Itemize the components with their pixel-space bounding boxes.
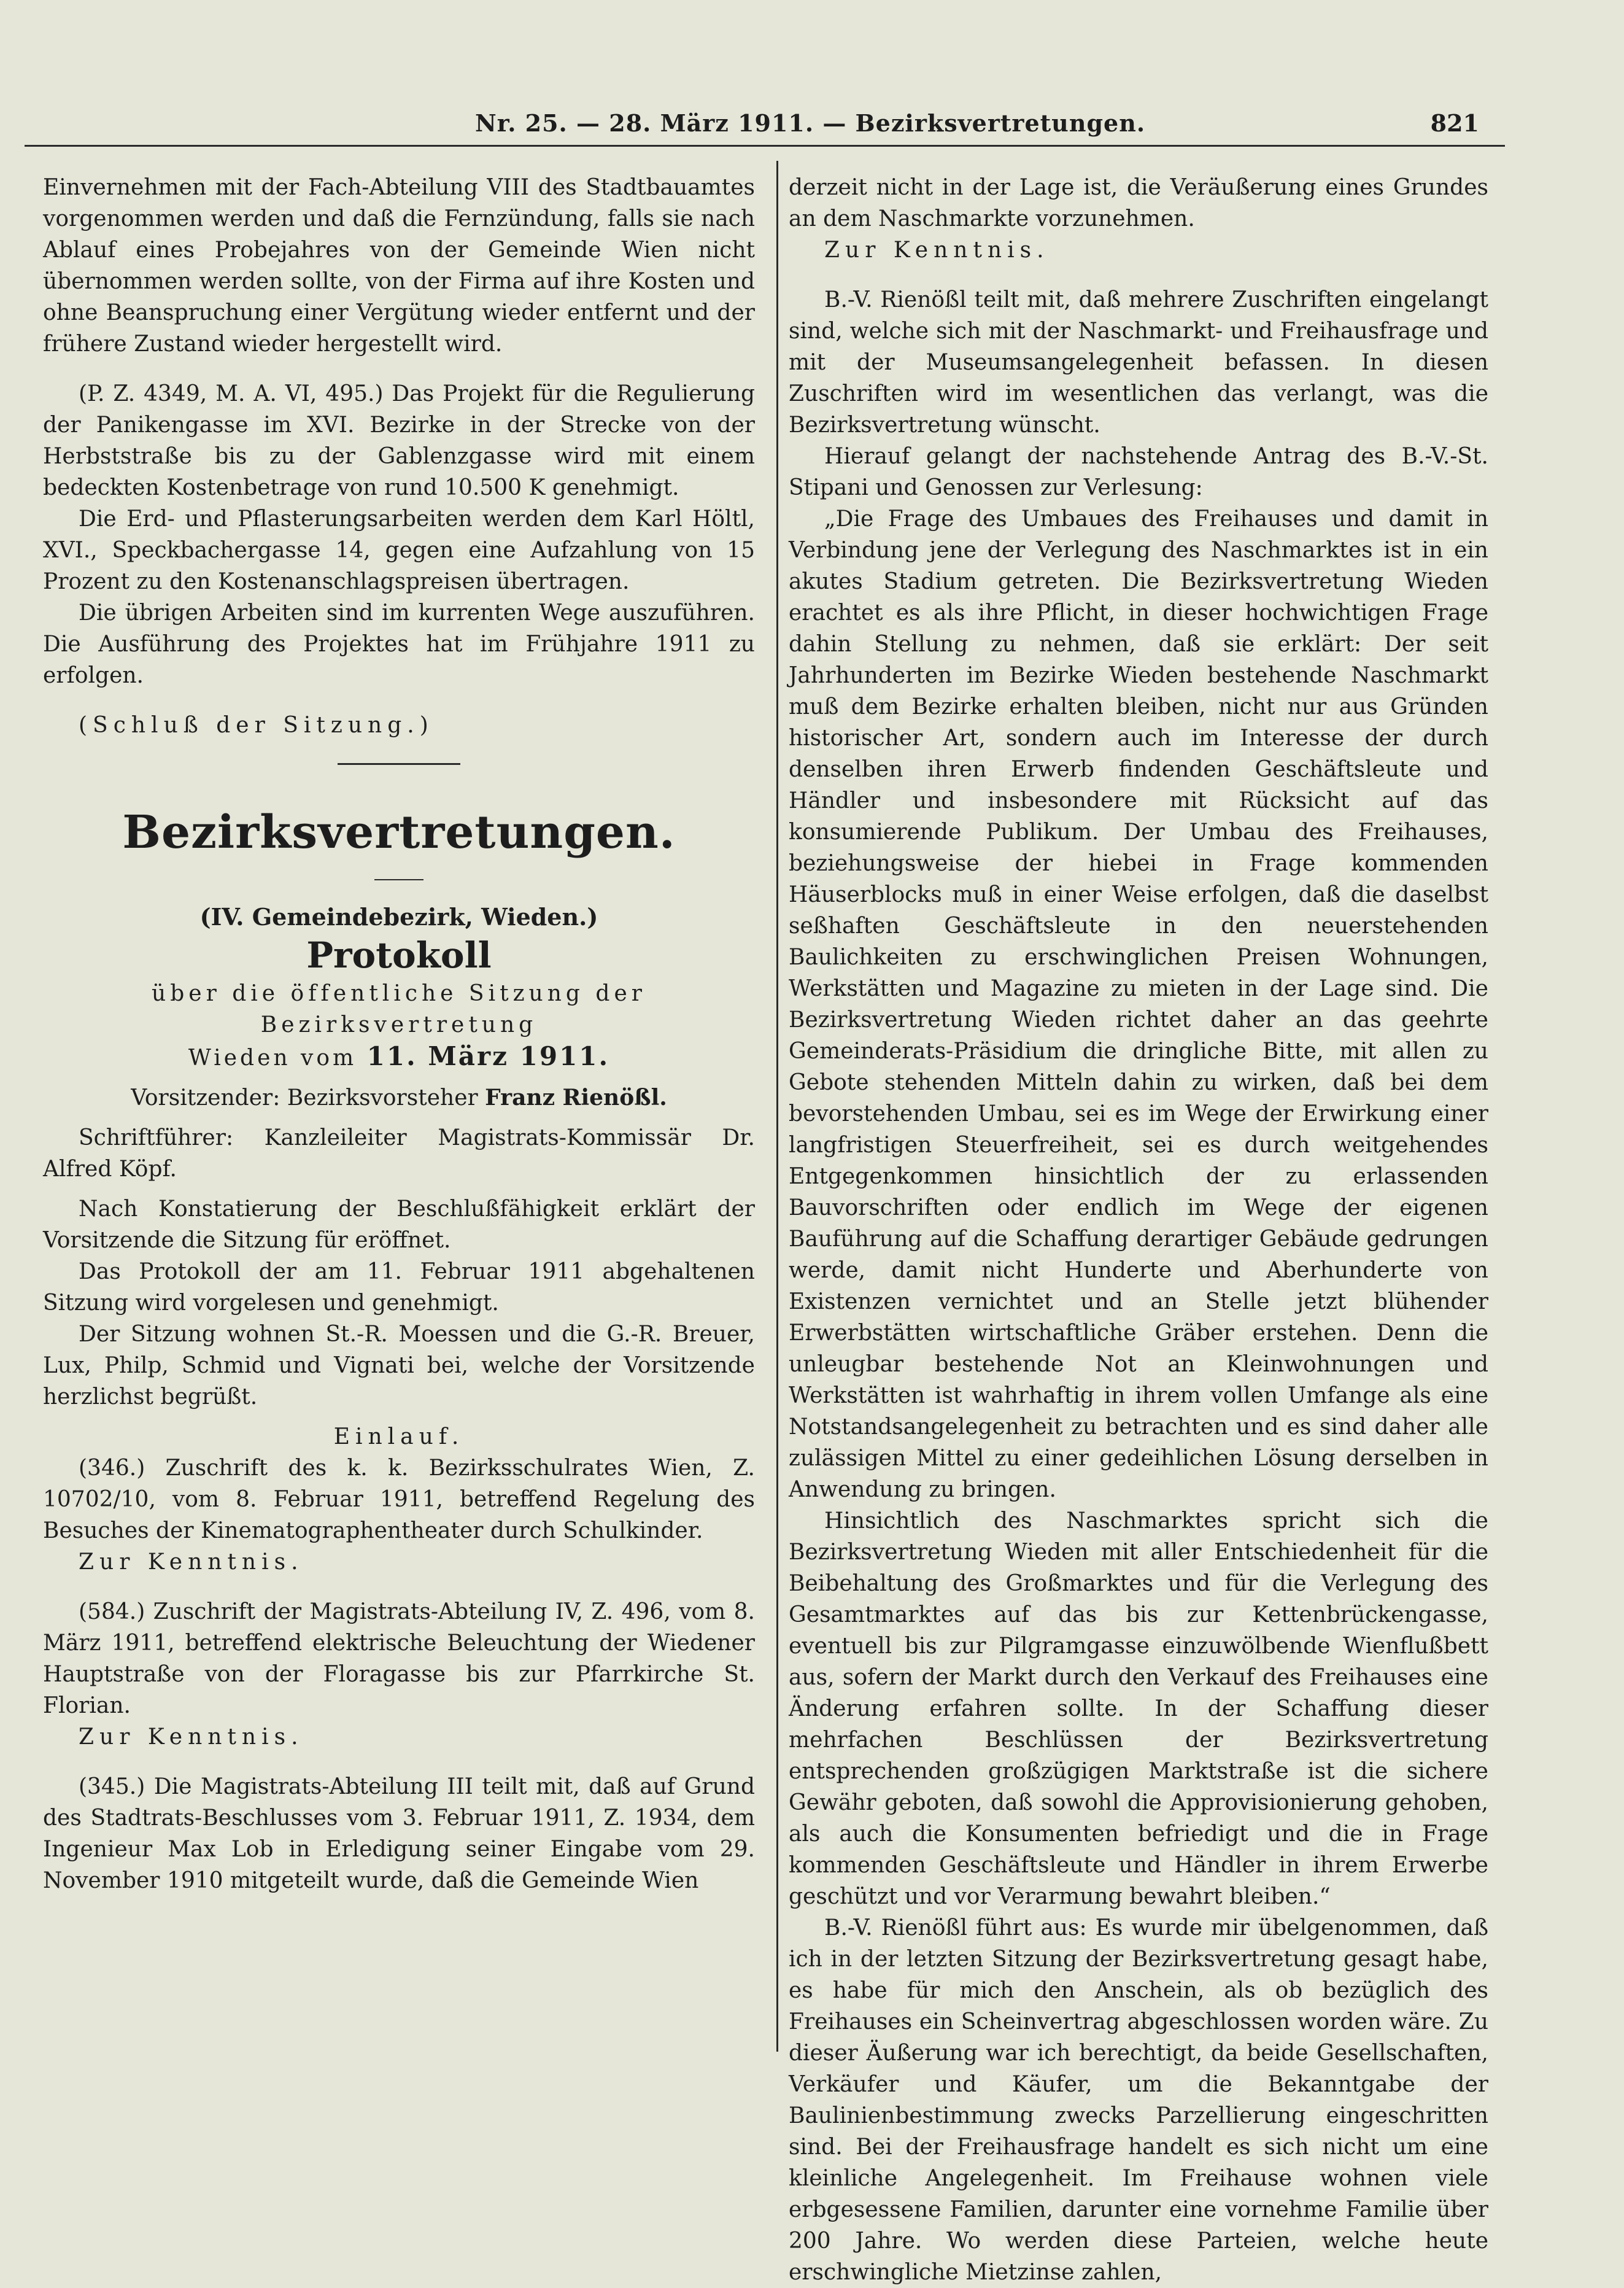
note-kenntnis-2: Zur Kenntnis.: [79, 1724, 304, 1750]
chair-label: Vorsitzender: Bezirksvorsteher: [131, 1085, 478, 1111]
opening-paragraph: Nach Konstatierung der Beschlußfähigkeit erklärt der Vorsitzende die Sitzung für eröffnet.: [43, 1196, 755, 1253]
left-column: [43, 172, 755, 1896]
motion-paragraph-2: Hinsichtlich des Naschmarktes spricht sich die Bezirksvertretung Wieden mit aller Entschiedenheit für die Beibehaltung des Großmarktes und für die Verlegung des Gesamtmarktes auf das bis zur Kettenbrückengasse, eventuell bis zur Pilgramgasse einzuwölbende Wienflußbett aus, sofern der Markt durch den Verkauf des Freihauses eine Änderung erfahren sollte. In der Schaffung dieser mehrfachen Beschlüssen der Bezirksvertretung entsprechenden großzügigen Marktstraße ist die sichere Gewähr geboten, daß sowohl die Approvisionierung gehoben, als auch die Konsumenten befriedigt und die in Frage kommenden Geschäftsleute und Händler in ihrem Erwerbe geschützt und vor Verarmung bewahrt bleiben.“: [789, 1508, 1488, 1909]
subtitle-prefix: Wieden vom: [188, 1045, 357, 1071]
secretary-line: Schriftführer: Kanzleileiter Magistrats-Kommissär Dr. Alfred Köpf.: [43, 1125, 755, 1182]
session-closing: (Schluß der Sitzung.): [79, 713, 434, 738]
bv-remark-paragraph: B.-V. Rienößl teilt mit, daß mehrere Zuschriften eingelangt sind, welche sich mit der Naschmarkt- und Freihausfrage und mit der Museumsangelegenheit befassen. In diesen Zuschriften wird im wesentlichen das verlangt, was die Bezirksvertretung wünscht.: [789, 287, 1488, 438]
item-346: (346.) Zuschrift des k. k. Bezirksschulrates Wien, Z. 10702/10, vom 8. Februar 1911, betreffend Regelung des Besuches der Kinematographentheater durch Schulkinder.: [43, 1456, 755, 1543]
paragraph-execution: Die übrigen Arbeiten sind im kurrenten Wege auszuführen. Die Ausführung des Projektes hat im Frühjahre 1911 zu erfolgen.: [43, 600, 755, 688]
district-heading: (IV. Gemeindebezirk, Wieden.): [199, 903, 598, 931]
speech-paragraph: B.-V. Rienößl führt aus: Es wurde mir übelgenommen, daß ich in der letzten Sitzung der Bezirksvertretung gesagt habe, es habe für mich den Anschein, als ob bezüglich des Freihauses ein Scheinvertrag abgeschlossen worden wäre. Zu dieser Äußerung war ich berechtigt, da beide Gesellschaften, Verkäufer und Käufer, um die Bekanntgabe der Baulinienbestimmung zwecks Parzellierung eingeschritten sind. Bei der Freihausfrage handelt es sich nicht um eine kleinliche Angelegenheit. Im Freihause wohnen viele erbgesessene Familien, darunter eine vornehme Familie über 200 Jahre. Wo werden diese Parteien, welche heute erschwingliche Mietzinse zahlen,: [789, 1915, 1488, 2285]
chair-name: Franz Rienößl.: [485, 1085, 667, 1111]
einlauf-heading: Einlauf.: [333, 1424, 465, 1449]
subtitle-line: über die öffentliche Sitzung der Bezirksvertretung: [152, 981, 646, 1037]
subtitle-date-line: [43, 1041, 755, 1074]
item-345: (345.) Die Magistrats-Abteilung III teilt mit, daß auf Grund des Stadtrats-Beschlusses vom 3. Februar 1911, Z. 1934, dem Ingenieur Max Lob in Erledigung seiner Eingabe vom 29. November 1910 mitgeteilt wurde, daß die Gemeinde Wien: [43, 1774, 755, 1893]
note-kenntnis-1: Zur Kenntnis.: [79, 1549, 304, 1575]
column-divider: [776, 161, 778, 2052]
motion-paragraph-1: „Die Frage des Umbaues des Freihauses und damit in Verbindung jene der Verlegung des Naschmarktes ist in ein akutes Stadium getreten. Die Bezirksvertretung Wieden erachtet es als ihre Pflicht, in dieser hochwichtigen Frage dahin Stellung zu nehmen, daß sie erklärt: Der seit Jahrhunderten im Bezirke Wieden bestehende Naschmarkt muß dem Bezirke erhalten bleiben, nicht nur aus Gründen historischer Art, sondern auch im Interesse der durch denselben ihren Erwerb findenden Geschäftsleute und Händler und insbesondere mit Rücksicht auf das konsumierende Publikum. Der Umbau des Freihauses, beziehungsweise der hiebei in Frage kommenden Häuserblocks muß in einer Weise erfolgen, daß die daselbst seßhaften Geschäftsleute in den neuerstehenden Baulichkeiten zu erschwinglichen Preisen Wohnungen, Werkstätten und Magazine zu mieten in der Lage sind. Die Bezirksvertretung Wieden richtet daher an das geehrte Gemeinderats-Präsidium die dringliche Bitte, mit allen zu Gebote stehenden Mitteln dahin zu wirken, daß bei dem bevorstehenden Umbau, sei es im Wege der Erwirkung einer langfristigen Steuerfreiheit, sei es durch weitgehendes Entgegenkommen hinsichtlich der zu erlassenden Bauvorschriften oder endlich im Wege der eigenen Bauführung auf die Schaffung derartiger Gebäude gedrungen werde, damit nicht Hunderte und Aberhunderte von Existenzen vernichtet und an Stelle jetzt blühender Erwerbstätten wirtschaftliche Gräber erstehen. Denn die unleugbar bestehende Not an Kleinwohnungen und Werkstätten ist wahrhaftig in ihrem vollen Umfange als eine Notstandsangelegenheit zu betrachten und es sind daher alle zulässigen Mittel zu einer gedeihlichen Lösung derselben in Anwendung zu bringen.: [789, 506, 1488, 1502]
header-title: Nr. 25. — 28. März 1911. — Bezirksvertretungen.: [474, 109, 1146, 137]
title-divider: [374, 879, 423, 880]
chair-line: [43, 1082, 755, 1114]
header-rule: [25, 145, 1505, 147]
paragraph-continuation: Einvernehmen mit der Fach-Abteilung VIII des Stadtbauamtes vorgenommen werden und daß die Fernzündung, falls sie nach Ablauf eines Probejahres von der Gemeinde Wien nicht übernommen werden sollte, von der Firma auf ihre Kosten und ohne Beanspruchung einer Vergütung wieder entfernt und der frühere Zustand wieder hergestellt wird.: [43, 175, 755, 357]
item-345-continuation: derzeit nicht in der Lage ist, die Veräußerung eines Grundes an dem Naschmarkte vorzunehmen.: [789, 175, 1488, 231]
attendance-paragraph: Der Sitzung wohnen St.-R. Moessen und die G.-R. Breuer, Lux, Philp, Schmid und Vignati bei, welche der Vorsitzende herzlichst begrüßt.: [43, 1322, 755, 1410]
minutes-paragraph: Das Protokoll der am 11. Februar 1911 abgehaltenen Sitzung wird vorgelesen und genehmigt.: [43, 1259, 755, 1316]
motion-intro: Hierauf gelangt der nachstehende Antrag des B.-V.-St. Stipani und Genossen zur Verlesung:: [789, 444, 1488, 500]
paragraph-works: Die Erd- und Pflasterungsarbeiten werden dem Karl Höltl, XVI., Speckbachergasse 14, gegen eine Aufzahlung von 15 Prozent zu den Kostenanschlagspreisen übertragen.: [43, 506, 755, 594]
paragraph-project: (P. Z. 4349, M. A. VI, 495.) Das Projekt für die Regulierung der Panikengasse im XVI. Bezirke in der Strecke von der Herbststraße bis zu der Gablenzgasse wird mit einem bedeckten Kostenbetrage von rund 10.500 K genehmigt.: [43, 381, 755, 500]
section-title: Bezirksvertretungen.: [122, 806, 676, 859]
page-number: 821: [1430, 109, 1479, 137]
right-column: [789, 172, 1488, 2288]
session-date: 11. März 1911.: [366, 1041, 610, 1071]
note-kenntnis-3: Zur Kenntnis.: [824, 238, 1050, 263]
protokoll-heading: Protokoll: [306, 934, 492, 976]
item-584: (584.) Zuschrift der Magistrats-Abteilung IV, Z. 496, vom 8. März 1911, betreffend elektrische Beleuchtung der Wiedener Hauptstraße von der Floragasse bis zur Pfarrkirche St. Florian.: [43, 1599, 755, 1718]
page-header: [141, 103, 1479, 158]
section-divider: [338, 763, 460, 765]
